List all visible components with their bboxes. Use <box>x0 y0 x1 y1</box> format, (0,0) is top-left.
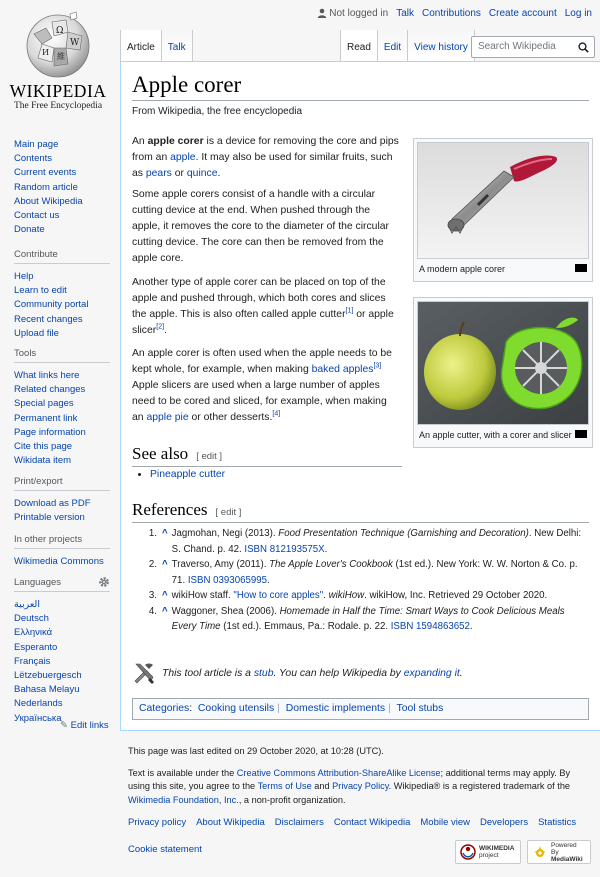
ref-4[interactable]: [4] <box>272 410 281 418</box>
license-text <box>128 767 588 808</box>
badge-text: WIKIMEDIA <box>479 845 515 852</box>
category-link[interactable]: Domestic implements <box>285 703 386 714</box>
text: or other desserts. <box>188 412 273 423</box>
link-pears[interactable]: pears <box>145 168 172 179</box>
terms-link[interactable]: Terms of Use <box>257 781 312 791</box>
sidebar-languages <box>14 577 114 726</box>
login-link[interactable]: Log in <box>564 8 592 19</box>
language-link[interactable]: Deutsch <box>14 613 49 625</box>
footer-link-statistics[interactable]: Statistics <box>538 817 577 828</box>
logo-wordmark: WIKIPEDIA <box>9 81 107 101</box>
logo-tagline: The Free Encyclopedia <box>13 101 103 111</box>
tab-view-history[interactable]: View history <box>408 30 475 61</box>
category-link[interactable]: Tool stubs <box>396 703 444 714</box>
thumbnail-apple-corer <box>413 138 593 282</box>
foundation-link[interactable]: Wikimedia Foundation, Inc. <box>128 794 239 805</box>
text: This tool article is a <box>162 667 254 679</box>
text: (1st ed.). New York: W. W. Norton & Co. p. 71. <box>171 559 578 586</box>
privacy-link[interactable]: Privacy Policy <box>332 781 389 791</box>
text: An apple corer is often used when the apple needs to be kept whole, for example, when making <box>132 348 392 375</box>
pencil-icon: ✎ <box>60 720 68 731</box>
license-link[interactable]: Creative Commons Attribution-ShareAlike License <box>236 767 441 778</box>
category-link[interactable]: Cooking utensils <box>197 703 275 714</box>
text: Jagmohan, Negi (2013). <box>171 528 279 539</box>
enlarge-icon[interactable] <box>575 264 587 272</box>
search-placeholder: Search Wikipedia <box>478 41 556 52</box>
wikimedia-icon <box>460 844 476 860</box>
thumbnail-apple-cutter <box>413 297 593 448</box>
list-item <box>150 469 225 480</box>
heading-see-also <box>132 444 402 467</box>
language-link[interactable]: Bahasa Melayu <box>14 684 80 696</box>
sidebar-item-page-information[interactable]: Page information <box>14 426 86 438</box>
sidebar-item-cite-this-page[interactable]: Cite this page <box>14 441 73 453</box>
text: . wikiHow, Inc. Retrieved 29 October 2020. <box>364 590 548 601</box>
portal-heading: Languages <box>14 577 110 592</box>
text: is a device for removing the core and pips from an <box>132 136 399 163</box>
heading-text: See also <box>132 444 189 463</box>
references-list <box>144 526 584 635</box>
thumbnail-caption <box>417 425 589 444</box>
language-link[interactable]: Esperanto <box>14 641 58 653</box>
badge-text: project <box>479 852 499 859</box>
link-quince[interactable]: quince <box>186 168 218 179</box>
sidebar-navigation <box>14 138 114 237</box>
text: . <box>323 590 329 601</box>
link-baked-apples[interactable]: baked apples <box>311 364 374 375</box>
ref-number: 2. <box>148 559 157 570</box>
caret-up-icon[interactable]: ^ <box>162 605 168 617</box>
edit-links[interactable] <box>60 720 109 731</box>
apple-corer-photo <box>418 143 589 259</box>
caret-up-icon[interactable]: ^ <box>162 590 168 601</box>
thumbnail-caption <box>417 259 589 278</box>
enlarge-icon[interactable] <box>575 430 587 438</box>
site-tagline: From Wikipedia, the free encyclopedia <box>132 106 303 117</box>
text: and <box>311 781 333 791</box>
page-title: Apple corer <box>132 72 589 101</box>
wikimedia-project-badge[interactable] <box>455 840 521 864</box>
stub-link[interactable]: stub <box>253 667 274 679</box>
sidebar-item-contents[interactable]: Contents <box>14 153 53 165</box>
sidebar-item-current-events[interactable]: Current events <box>14 167 77 179</box>
text: . <box>217 168 221 179</box>
text: . New Delhi: S. Chand. p. 42. <box>171 528 582 555</box>
footer-link-privacy[interactable]: Privacy policy <box>128 817 187 828</box>
term-bold: apple corer <box>147 136 204 147</box>
caret-up-icon[interactable]: ^ <box>162 528 168 539</box>
see-also-list <box>150 469 225 480</box>
wikihow-link[interactable]: "How to core apples" <box>233 590 324 601</box>
text: Waggoner, Shea (2006). <box>171 605 280 617</box>
caret-up-icon[interactable]: ^ <box>162 559 168 570</box>
ref-title: Homemade in Half the Time: Smart Ways to Cook Delicious Meals Every Time <box>171 605 565 632</box>
ref-number: 4. <box>148 605 157 617</box>
text: . <box>469 621 473 632</box>
text: , a non-profit organization. <box>238 794 346 805</box>
sidebar-item-permanent-link[interactable]: Permanent link <box>14 412 78 424</box>
text: (1st ed.). Emmaus, Pa.: Rodale. p. 22. <box>220 621 391 632</box>
svg-text:И: И <box>42 48 49 57</box>
portal-heading: Tools <box>14 348 110 363</box>
expanding-it-link[interactable]: expanding it <box>403 667 460 679</box>
footer-link-mobile[interactable]: Mobile view <box>420 817 471 828</box>
link-apple[interactable]: apple <box>170 152 196 163</box>
sidebar-item-donate[interactable]: Donate <box>14 224 45 236</box>
link-pineapple-cutter[interactable]: Pineapple cutter <box>150 469 226 480</box>
text: Text is available under the <box>128 767 237 778</box>
svg-text:W: W <box>70 38 80 48</box>
view-tabs <box>340 30 475 61</box>
tab-edit[interactable]: Edit <box>378 30 408 61</box>
footer-links <box>128 817 576 828</box>
text: . <box>324 543 328 555</box>
language-link[interactable]: Українська <box>14 712 62 724</box>
sidebar-item-printable-version[interactable]: Printable version <box>14 512 85 524</box>
edit-section-link[interactable]: [ edit ] <box>215 507 242 518</box>
badge-text: MediaWiki <box>550 855 583 863</box>
sidebar-item-about[interactable]: About Wikipedia <box>14 195 83 207</box>
ref-number: 1. <box>148 528 157 539</box>
namespace-tabs <box>120 30 193 61</box>
mediawiki-badge[interactable] <box>527 840 591 864</box>
sidebar-item-community-portal[interactable]: Community portal <box>14 299 89 311</box>
language-link[interactable]: العربية <box>14 599 40 610</box>
sidebar-item-what-links-here[interactable]: What links here <box>14 370 80 381</box>
ref-number: 3. <box>148 590 157 601</box>
ref-1[interactable]: [1] <box>345 307 354 315</box>
sidebar-contribute <box>14 249 114 341</box>
portal-heading: Print/export <box>14 476 110 491</box>
contributions-link[interactable]: Contributions <box>422 8 481 19</box>
language-link[interactable]: Ελληνικά <box>14 627 53 639</box>
tools-icon <box>132 661 156 685</box>
text: or apple slicer <box>132 309 394 336</box>
apple-corer-image[interactable] <box>417 142 589 259</box>
caption-text: A modern apple corer <box>419 264 506 274</box>
mediawiki-icon <box>532 844 548 860</box>
language-link[interactable]: Français <box>14 655 51 667</box>
footer-link-contact[interactable]: Contact Wikipedia <box>333 817 411 828</box>
heading-text: References <box>132 500 208 519</box>
paragraph-intro <box>132 134 400 182</box>
isbn-link[interactable]: ISBN 812193575X <box>244 543 325 555</box>
search-icon[interactable] <box>578 42 589 53</box>
personal-tools <box>317 8 592 19</box>
gear-icon[interactable] <box>98 576 110 588</box>
tab-talk[interactable]: Talk <box>162 30 193 61</box>
sidebar-item-wikimedia-commons[interactable]: Wikimedia Commons <box>14 556 104 567</box>
paragraph-handle-corers: Some apple corers consist of a handle with a circular cutting device at the end. When pushed through the apple, it removes the core to the diameter of the circular cutting device. The core can then be removed from the apple core. <box>132 189 390 264</box>
footer-info <box>128 745 588 815</box>
text: Traverso, Amy (2011). <box>171 559 270 570</box>
sidebar-item-upload-file[interactable]: Upload file <box>14 327 59 339</box>
svg-text:Ω: Ω <box>56 26 64 36</box>
footer-link-disclaimers[interactable]: Disclaimers <box>274 817 324 828</box>
text: . Wikipedia® is a registered trademark of the <box>388 781 571 791</box>
create-account-link[interactable]: Create account <box>488 8 557 19</box>
search-input[interactable] <box>471 36 595 58</box>
sidebar-item-wikidata-item[interactable]: Wikidata item <box>14 455 72 467</box>
sidebar-tools <box>14 348 114 468</box>
language-link[interactable]: Nederlands <box>14 698 63 710</box>
text: Another type of apple corer can be placed on top of the apple and pushed through, which both cores and slices the apple. This is also often called apple cutter <box>132 277 386 320</box>
talk-link[interactable]: Talk <box>396 8 414 19</box>
sidebar-item-learn-to-edit[interactable]: Learn to edit <box>14 285 67 297</box>
sidebar-item-special-pages[interactable]: Special pages <box>14 398 74 410</box>
ref-title: wikiHow <box>328 590 365 601</box>
text: wikiHow staff. <box>171 590 234 601</box>
sidebar-item-contact[interactable]: Contact us <box>14 210 60 222</box>
categories-label-link[interactable]: Categories <box>139 703 190 714</box>
footer-link-cookie[interactable]: Cookie statement <box>128 844 202 855</box>
reference-item <box>144 588 584 604</box>
apple-cutter-image[interactable] <box>417 301 589 425</box>
ref-3[interactable]: [3] <box>373 362 382 370</box>
sidebar-item-random-article[interactable]: Random article <box>14 181 78 193</box>
sidebar-item-download-pdf[interactable]: Download as PDF <box>14 498 91 509</box>
reference-item <box>144 604 584 635</box>
text: or <box>171 168 187 179</box>
sidebar-item-help[interactable]: Help <box>14 271 34 282</box>
sidebar-item-related-changes[interactable]: Related changes <box>14 384 86 396</box>
ref-title: The Apple Lover's Cookbook <box>269 559 393 570</box>
edit-links-label: Edit links <box>70 720 109 731</box>
not-logged-in <box>317 8 388 19</box>
portal-heading: Contribute <box>14 249 110 264</box>
sidebar-print-export <box>14 476 114 525</box>
text: . <box>459 667 463 679</box>
user-icon <box>317 8 327 18</box>
sidebar-other-projects <box>14 534 114 569</box>
wikipedia-logo[interactable] <box>8 8 108 118</box>
language-link[interactable]: Lëtzebuergesch <box>14 670 82 682</box>
reference-item <box>144 526 584 557</box>
not-logged-in-label: Not logged in <box>329 8 389 19</box>
sidebar-item-main-page[interactable]: Main page <box>14 139 59 150</box>
ref-title: Food Presentation Technique (Garnishing and Decoration) <box>278 528 529 539</box>
tab-article[interactable]: Article <box>120 30 162 61</box>
tab-read[interactable]: Read <box>340 30 378 61</box>
sidebar-item-recent-changes[interactable]: Recent changes <box>14 313 83 325</box>
footer-link-about[interactable]: About Wikipedia <box>196 817 265 828</box>
caption-text: An apple cutter, with a corer and slicer <box>419 430 572 440</box>
stub-notice <box>132 660 592 686</box>
text: . It may also be used for similar fruits, such as <box>132 152 393 179</box>
apple-cutter-photo <box>418 302 589 425</box>
footer-link-developers[interactable]: Developers <box>480 817 529 828</box>
portal-heading: In other projects <box>14 534 110 549</box>
text: Apple slicers are used when a large number of apples need to be cored and sliced, for example, when making an <box>132 380 387 423</box>
text: ; additional terms may apply. By using this site, you agree to the <box>128 767 571 791</box>
text: . <box>164 325 167 336</box>
paragraph-apple-cutter <box>132 275 400 339</box>
globe-icon <box>22 8 94 80</box>
isbn-link[interactable]: ISBN 1594863652 <box>390 621 470 632</box>
category-links: Categories: Cooking utensils | Domestic implements | Tool stubs <box>132 698 589 720</box>
svg-text:維: 維 <box>57 52 65 61</box>
edit-section-link[interactable]: [ edit ] <box>196 451 223 462</box>
reference-item <box>144 557 584 588</box>
paragraph-usage <box>132 346 400 426</box>
badge-text: Powered By <box>550 841 577 856</box>
isbn-link[interactable]: ISBN 0393065995 <box>187 574 268 586</box>
text: . You can help Wikipedia by <box>273 667 404 679</box>
text: An <box>132 136 148 147</box>
text: . <box>267 574 270 586</box>
last-edited-text: This page was last edited on 29 October 2020, at 10:28 (UTC). <box>128 746 384 756</box>
link-apple-pie[interactable]: apple pie <box>146 412 189 423</box>
ref-2[interactable]: [2] <box>156 323 165 331</box>
heading-references <box>132 500 589 523</box>
